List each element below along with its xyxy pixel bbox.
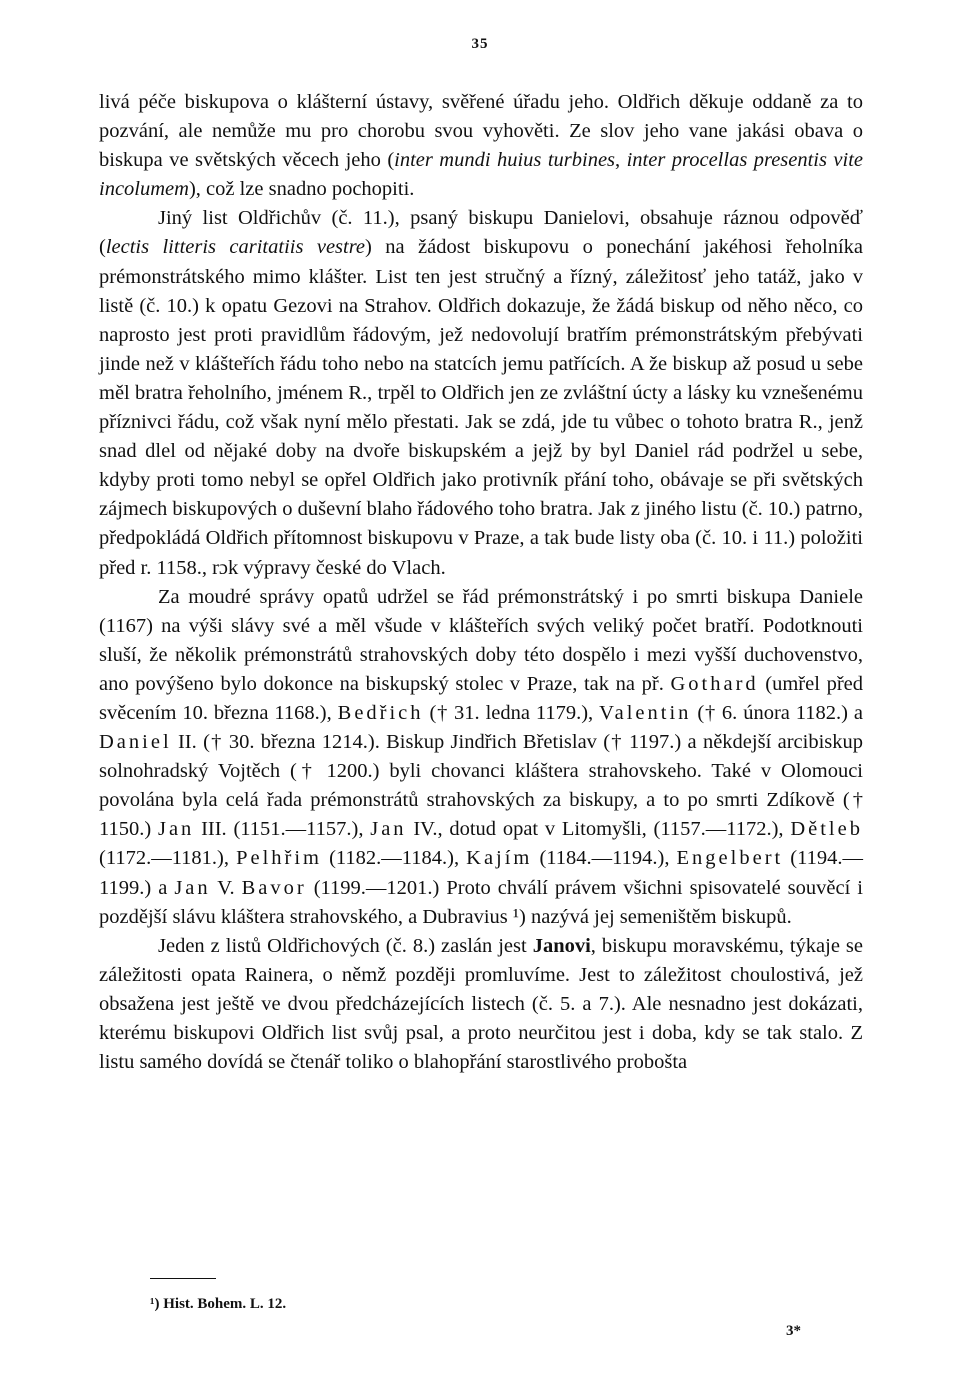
text-run: (umřel před svěcením 10. března 1168.), xyxy=(99,672,863,724)
spaced-name: Daniel xyxy=(99,731,172,754)
text-run: livá péče biskupova o klášterní ústavy, svěřené úřadu jeho. Oldřich děkuje oddaně za to pozvání, ale nemůže mu pro chorobu svou vyhověti. Ze slov jeho vane jakási obava o biskupa ve světských věcech jeho ( xyxy=(99,91,863,172)
text-run: (1199.—1201.) Proto chválí právem všichni spisovatelé souvěcí i pozdější slávu kláštera strahovského, a Dubravius ¹) nazývá jej semeništěm biskupů. xyxy=(99,876,863,928)
text-run: II. († 30. března 1214.). Biskup Jindřich Břetislav († 1197.) a někdejší arcibiskup solnohradský Vojtěch († 1200.) byli chovanci kláštera strahovskeho. Také v Olomouci povolána byla celá řada prémonstrátů strahovských za biskupy, a to po smrti Zdíkově († 1150.) xyxy=(99,731,863,841)
text-run: , biskupu moravskému, týkaje se záležitosti opata Rainera, o němž později promluvíme. Jest to záležitost choulostivá, jež obsažena jest ještě ve dvou předcházejících listech (č. 5. a 7.). Ale nesnadno jest dokázati, kterému biskupovi Oldřich list svůj psal, a proto neurčitou jest i doba, kdy se tak stalo. Z listu samého dovídá se čtenář toliko o blahopřání starostlivého probošta xyxy=(99,934,863,1074)
spaced-name: Valentin xyxy=(599,701,692,724)
spaced-name: Jan xyxy=(174,876,211,899)
bold-name: Janovi xyxy=(532,934,591,957)
body-text xyxy=(99,88,863,1077)
text-run: (1194.—1199.) a xyxy=(99,847,863,899)
text-run: Jiný list Oldřichův (č. 11.), psaný biskupu Danielovi, obsahuje ráznou odpověď ( xyxy=(99,207,863,259)
latin-quote: inter mundi huius turbines xyxy=(394,149,616,172)
text-run: (1172.—1181.), xyxy=(99,847,237,870)
page-number: 35 xyxy=(471,36,489,52)
spaced-name: Jan xyxy=(370,818,407,841)
text-run: ), což lze snadno pochopiti. xyxy=(188,178,415,201)
text-run: ) na žádost biskupovu o ponechání jakéhosi řeholníka prémonstrátského mimo klášter. List ten jest stručný a řízný, záležitosť jeho tatáž, jako v listě (č. 10.) k opatu Gezovi na Strahov. Oldřich dokazuje, že žádá biskup od něho něco, co naprosto jest proti pravidlům řádovým, jež nedovolují bratřím prémonstrátským přebývati jinde než v klášteřích řádu toho nebo na statcích jemu patřících. A že biskup až posud u sebe měl bratra řeholního, jménem R., trpěl to Oldřich jen ze zvláštní úcty a lásky ku vznešenému příznivci řádu, což však nyní mělo přestati. Jak se zdá, jde tu vůbec o tohoto bratra R., jenž snad dlel od nějaké doby na dvoře biskupském a jejž by byl Daniel rád podržel u sebe, kdyby proti tomo nebyl se opřel Oldřich jako protivník přání toho, obávaje se při světských zájmech biskupových o duševní blaho řádového toho bratra. Jak z jiného listu (č. 10.) patrno, předpokládá Oldřich přítomnost biskupovu v Praze, a tak bude listy oba (č. 10. i 11.) položiti před r. 1158., rɔk výpravy české do Vlach. xyxy=(99,236,863,579)
text-run: (1184.—1194.), xyxy=(532,847,677,870)
paragraph xyxy=(99,932,863,1077)
text-run: (1182.—1184.), xyxy=(322,847,467,870)
spaced-name: Bedřich xyxy=(337,701,424,724)
signature-mark: 3* xyxy=(786,1323,801,1339)
footnote-divider xyxy=(150,1278,216,1279)
latin-quote: lectis litteris caritatiis vestre xyxy=(105,236,366,259)
spaced-name: Engelbert xyxy=(676,847,784,870)
spaced-name: Dětleb xyxy=(790,818,863,841)
spaced-name: Bavor xyxy=(241,876,307,899)
text-run: , xyxy=(615,149,627,172)
spaced-name: Kajím xyxy=(466,847,533,870)
text-run: IV., dotud opat v Litomyšli, (1157.—1172.), xyxy=(406,818,791,841)
spaced-name: Pelhřim xyxy=(236,847,322,870)
spaced-name: Gothard xyxy=(670,672,759,695)
spaced-name: Jan xyxy=(157,818,195,841)
text-run: V. xyxy=(210,876,242,899)
footnote: ¹) Hist. Bohem. L. 12. xyxy=(150,1296,287,1312)
text-run: Za moudré správy opatů udržel se řád prémonstrátský i po smrti biskupa Daniele (1167) na výši slávy své a měl všude v klášteřích svých veliký počet bratří. Podotknouti sluší, že několik prémonstrátů strahovských doby této dospělo i mezi vyšší duchovenstvo, ano povýšeno bylo dokonce na biskupský stolec v Praze, tak na př. xyxy=(99,585,863,695)
latin-quote: inter procellas presentis vite incolumem xyxy=(99,149,864,201)
paragraph xyxy=(99,88,863,204)
paragraph xyxy=(99,583,863,932)
text-run: Jeden z listů Oldřichových (č. 8.) zaslán jest xyxy=(158,934,533,957)
text-run: († 6. února 1182.) a xyxy=(691,701,863,724)
text-run: III. (1151.—1157.), xyxy=(194,818,371,841)
text-run: († 31. ledna 1179.), xyxy=(423,701,600,724)
paragraph xyxy=(99,204,863,582)
